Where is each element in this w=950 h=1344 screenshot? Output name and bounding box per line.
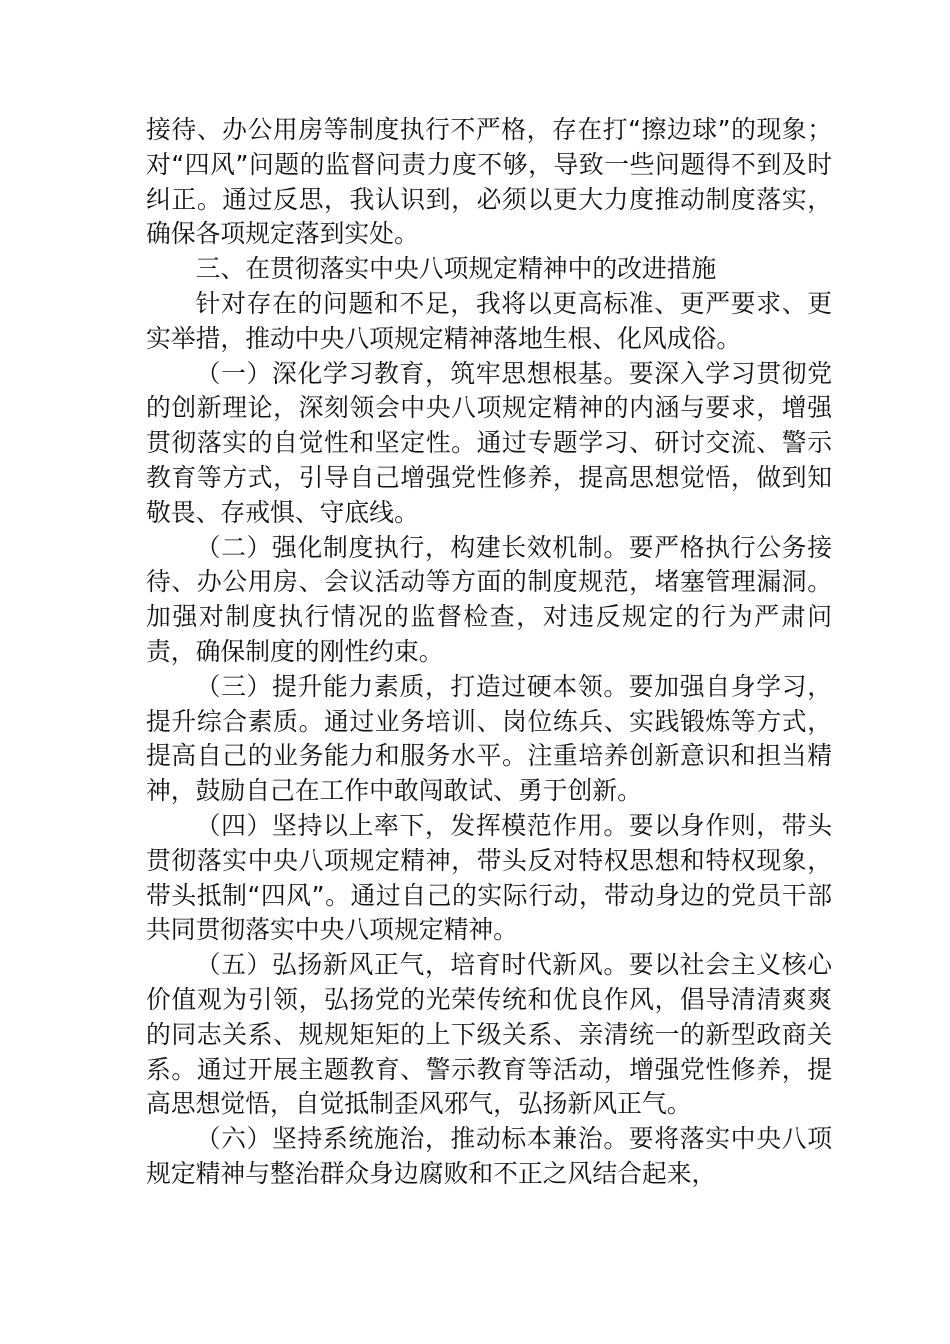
section-heading: 三、在贯彻落实中央八项规定精神中的改进措施 [195,254,717,284]
paragraph-intro: 针对存在的问题和不足，我将以更高标准、更严要求、更实举措，推动中央八项规定精神落地生根、化风成俗。 [146,288,832,353]
paragraph-measure-1: （一）深化学习教育，筑牢思想根基。要深入学习贯彻党的创新理论，深刻领会中央八项规定精神的内涵与要求，增强贯彻落实的自觉性和坚定性。通过专题学习、研讨交流、警示教育等方式，引导自己增强党性修养，提高思想觉悟，做到知敬畏、存戒惧、守底线。 [146,358,832,527]
paragraph-measure-5: （五）弘扬新风正气，培育时代新风。要以社会主义核心价值观为引领，弘扬党的光荣传统和优良作风，倡导清清爽爽的同志关系、规规矩矩的上下级关系、亲清统一的新型政商关系。通过开展主题教育、警示教育等活动，增强党性修养，提高思想觉悟，自觉抵制歪风邪气，弘扬新风正气。 [146,950,832,1119]
document-body [146,113,832,1192]
paragraph-measure-4: （四）坚持以上率下，发挥模范作用。要以身作则，带头贯彻落实中央八项规定精神，带头反对特权思想和特权现象，带头抵制“四风”。通过自己的实际行动，带动身边的党员干部共同贯彻落实中央八项规定精神。 [146,810,832,945]
paragraph-measure-3: （三）提升能力素质，打造过硬本领。要加强自身学习，提升综合素质。通过业务培训、岗位练兵、实践锻炼等方式，提高自己的业务能力和服务水平。注重培养创新意识和担当精神，鼓励自己在工作中敢闯敢试、勇于创新。 [146,671,832,806]
paragraph-measure-6: （六）坚持系统施治，推动标本兼治。要将落实中央八项规定精神与整治群众身边腐败和不正之风结合起来， [146,1124,832,1188]
paragraph-continuation: 接待、办公用房等制度执行不严格，存在打“擦边球”的现象；对“四风”问题的监督问责力度不够，导致一些问题得不到及时纠正。通过反思，我认识到，必须以更大力度推动制度落实，确保各项规定落到实处。 [146,115,832,249]
paragraph-measure-2: （二）强化制度执行，构建长效机制。要严格执行公务接待、办公用房、会议活动等方面的制度规范，堵塞管理漏洞。加强对制度执行情况的监督检查，对违反规定的行为严肃问责，确保制度的刚性约束。 [146,532,832,666]
